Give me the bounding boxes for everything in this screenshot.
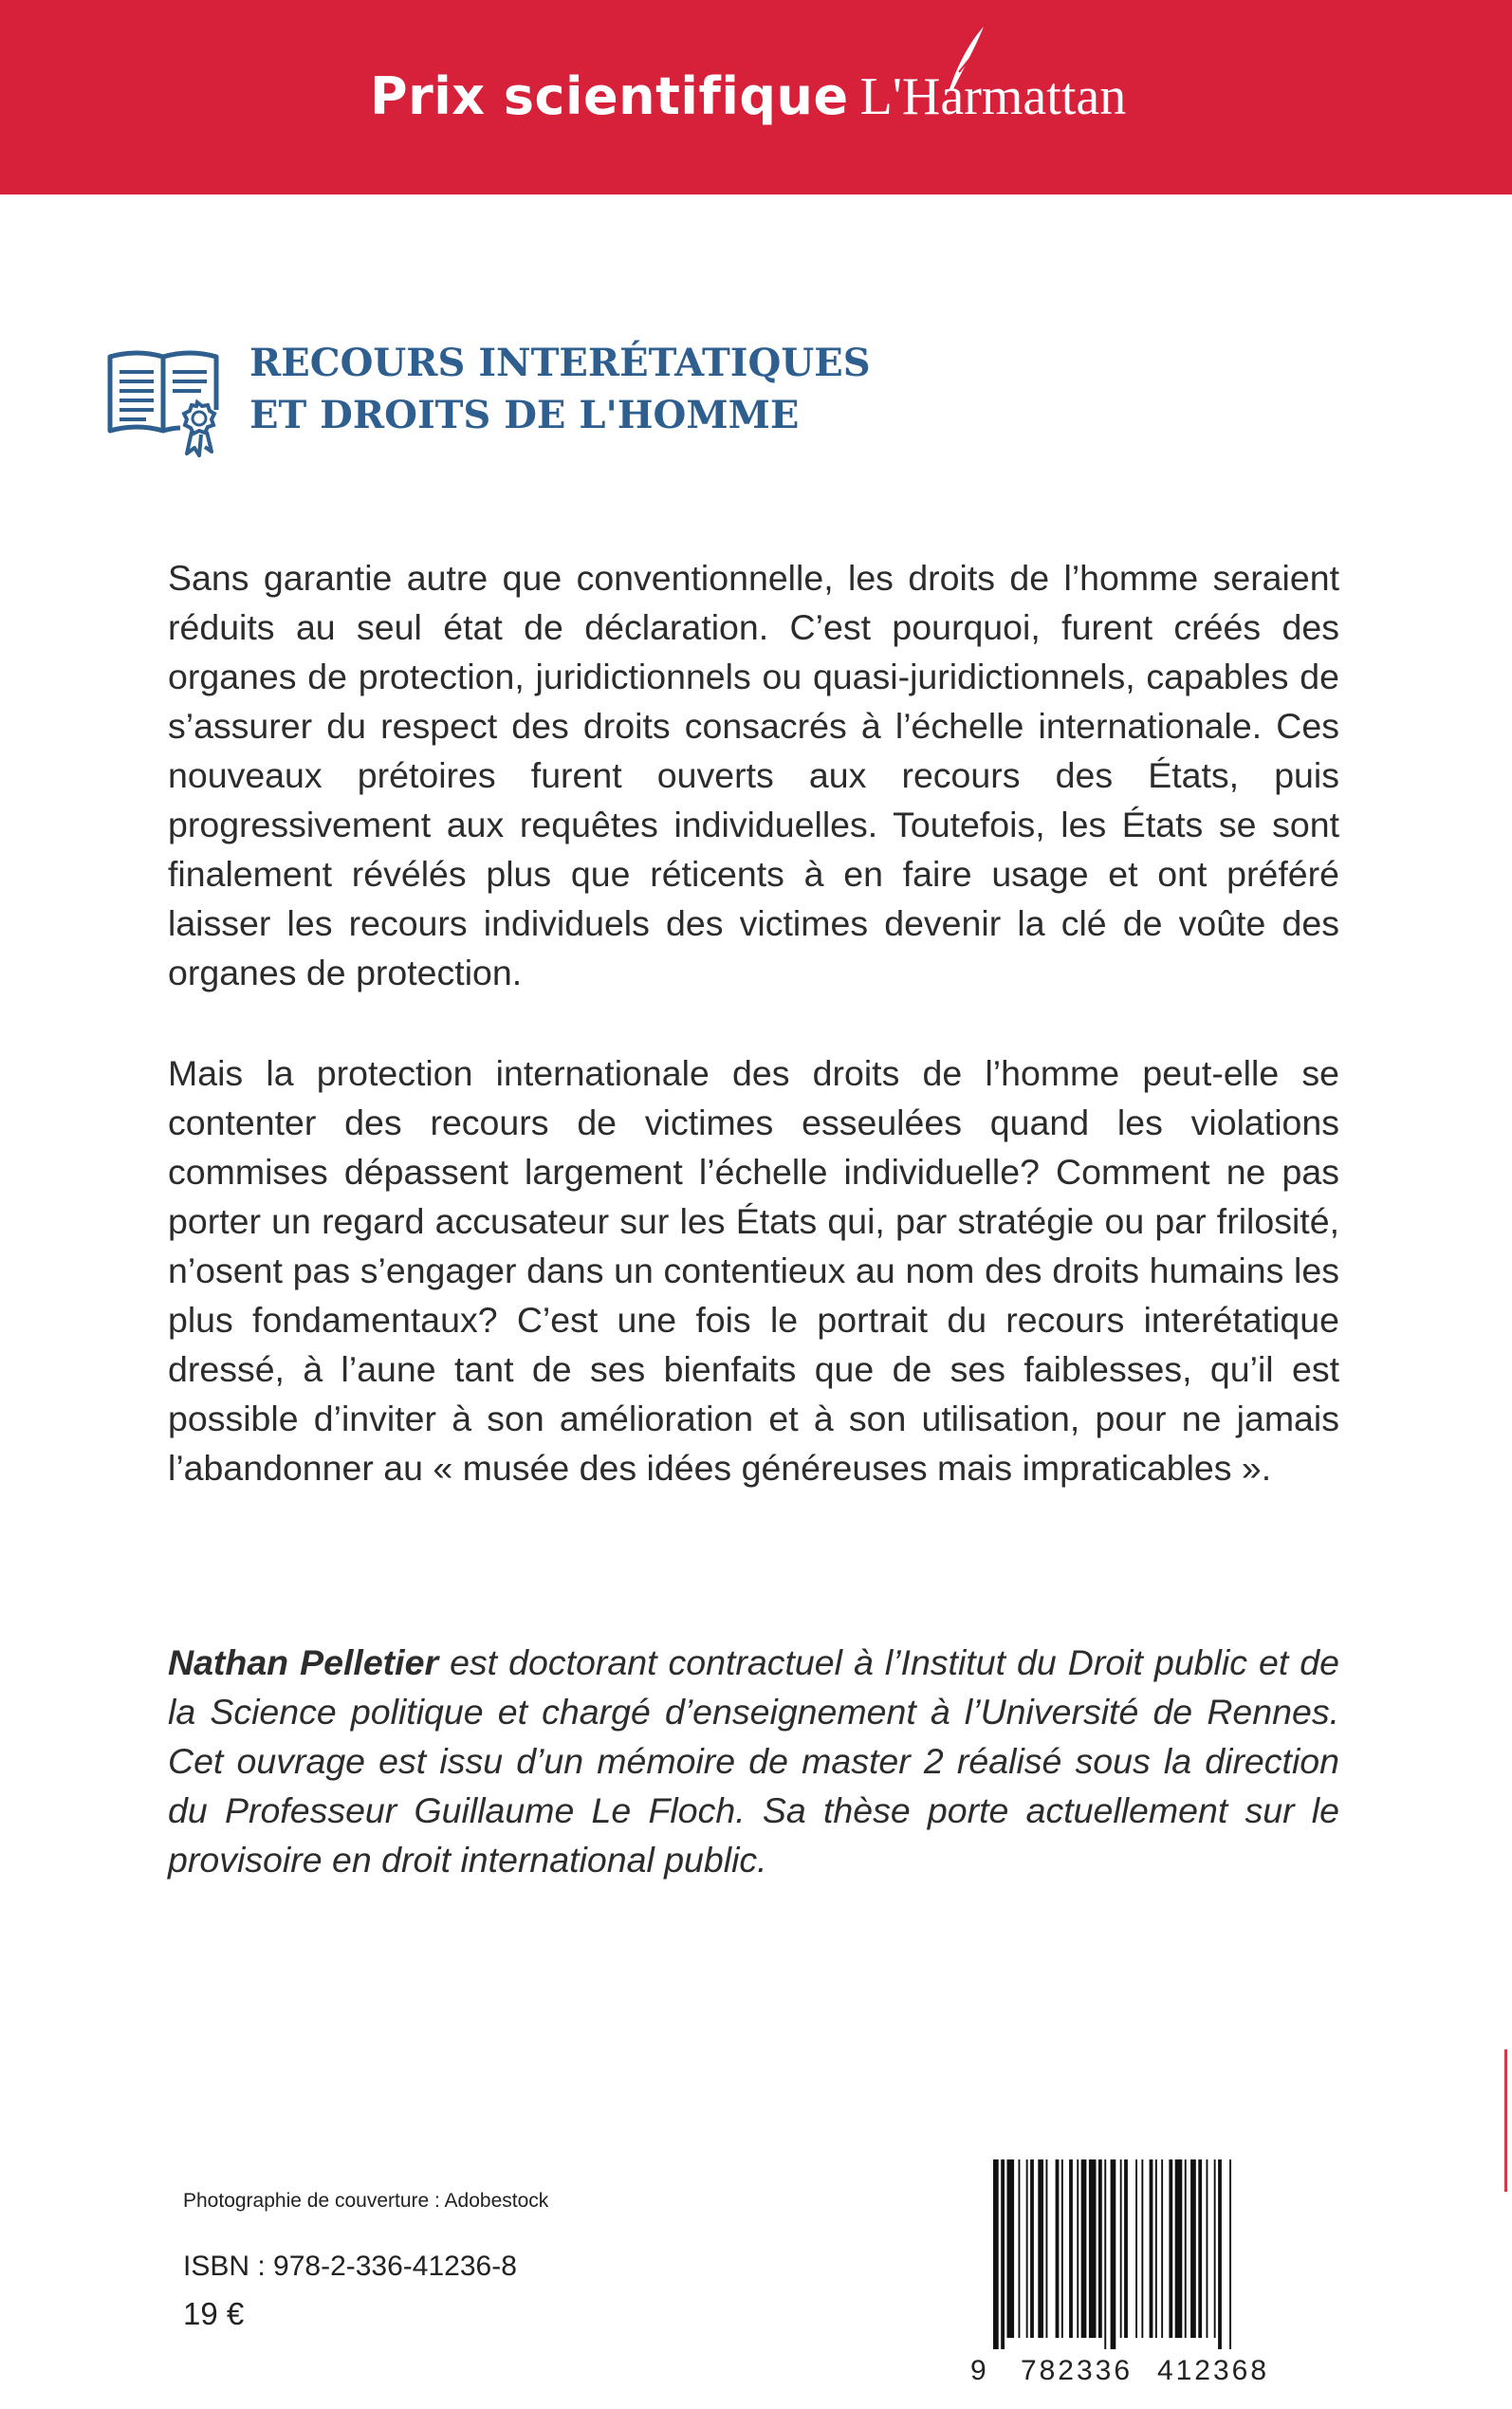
barcode-bar — [1124, 2159, 1128, 2338]
author-bio-text: est doctorant contractuel à l’Institut du Droit public et de la Science politique et chargé d’enseignement à l’Université de Rennes. Cet ouvrage est issu d’un mémoire de master 2 réalisé sous la direction du Professeur Guillaume Le Floch. Sa thèse porte actuellement sur le provisoire en droit international public. — [168, 1642, 1339, 1880]
barcode-bar — [1169, 2159, 1172, 2338]
barcode-bar — [1030, 2159, 1034, 2338]
author-name: Nathan Pelletier — [168, 1642, 439, 1682]
barcode-bar — [1038, 2159, 1043, 2338]
barcode-bar — [993, 2159, 999, 2349]
barcode-digits-left: 782336 — [1020, 2355, 1134, 2386]
barcode-bar — [1026, 2159, 1028, 2338]
photo-credit: Photographie de couverture : Adobestock — [183, 2190, 549, 2212]
barcode-bar — [1111, 2159, 1116, 2349]
edge-mark — [1504, 2049, 1507, 2192]
barcode-bar — [1229, 2159, 1231, 2349]
banner-content — [370, 66, 1126, 142]
barcode-digits-right: 412368 — [1156, 2355, 1270, 2386]
book-title-line-2: ET DROITS DE L'HOMME — [249, 393, 800, 437]
barcode-bar — [1046, 2159, 1048, 2338]
publisher-banner — [0, 0, 1512, 195]
barcode-bar — [1214, 2159, 1216, 2338]
barcode-bar — [1120, 2159, 1122, 2338]
barcode-bar — [1141, 2159, 1143, 2338]
summary-paragraph-1: Sans garantie autre que conventionnelle, les droits de l’homme seraient réduits au seul état de déclaration. C’est pourquoi, furent créés des organes de protection, juridictionnels ou quasi-juridictionnels, capables de s’assurer du respect des droits consacrés à l’échelle internationale. Ces nouveaux prétoires furent ouverts aux recours des États, puis progressivement aux requêtes individuelles. Toutefois, les États se sont finalement révélés plus que réticents à en faire usage et ont préféré laisser les recours individuels des victimes devenir la clé de voûte des organes de protection. — [168, 558, 1339, 992]
barcode-bar — [1185, 2159, 1187, 2338]
book-title-line-1: RECOURS INTERÉTATIQUES — [249, 341, 871, 385]
barcode-bar — [1161, 2159, 1163, 2338]
quill-icon — [940, 25, 987, 91]
barcode-bar — [1175, 2159, 1183, 2338]
isbn: ISBN : 978-2-336-41236-8 — [183, 2251, 517, 2282]
barcode-bar — [1098, 2159, 1102, 2338]
prize-label: Prix scientifique — [370, 66, 849, 126]
barcode-bar — [1081, 2159, 1087, 2338]
summary-paragraph-2: Mais la protection internationale des droits de l’homme peut-elle se contenter des recours de victimes esseulées quand les violations commises dépassent largement l’échelle individuelle? Comment ne pas porter un regard accusateur sur les États qui, par stratégie ou par frilosité, n’osent pas s’engager dans un contentieux au nom des droits humains les plus fondamentaux? C’est une fois le portrait du recours interétatique dressé, à l’aune tant de ses bienfaits que de ses faiblesses, qu’il est possible d’inviter à son amélioration et à son utilisation, pour ne jamais l’abandonner au « musée des idées généreuses mais impraticables ». — [168, 1053, 1339, 1488]
price: 19 € — [183, 2296, 245, 2331]
publisher-logo — [860, 66, 1127, 127]
barcode-bar — [1218, 2159, 1222, 2349]
barcode-bar — [1007, 2159, 1015, 2338]
barcode-bar — [1198, 2159, 1202, 2338]
barcode-bar — [1019, 2159, 1021, 2338]
barcode-digit-prefix: 9 — [970, 2355, 986, 2386]
barcode-bar — [1135, 2159, 1137, 2338]
barcode-bar — [1061, 2159, 1063, 2338]
barcode-bar — [1077, 2159, 1079, 2338]
publisher-name: L'Harmattan — [859, 67, 1127, 126]
barcode-bar — [1001, 2159, 1005, 2349]
book-title — [249, 337, 871, 441]
barcode-bar — [1207, 2159, 1208, 2338]
author-bio — [168, 1638, 1339, 1884]
book-certificate-icon — [106, 343, 225, 457]
barcode — [965, 2152, 1316, 2389]
barcode-bar — [1155, 2159, 1157, 2338]
barcode-bar — [1056, 2159, 1060, 2338]
barcode-bar — [1150, 2159, 1153, 2338]
barcode-bar — [1190, 2159, 1196, 2338]
barcode-bar — [1089, 2159, 1097, 2338]
barcode-bar — [1104, 2159, 1106, 2349]
barcode-bar — [1069, 2159, 1073, 2338]
